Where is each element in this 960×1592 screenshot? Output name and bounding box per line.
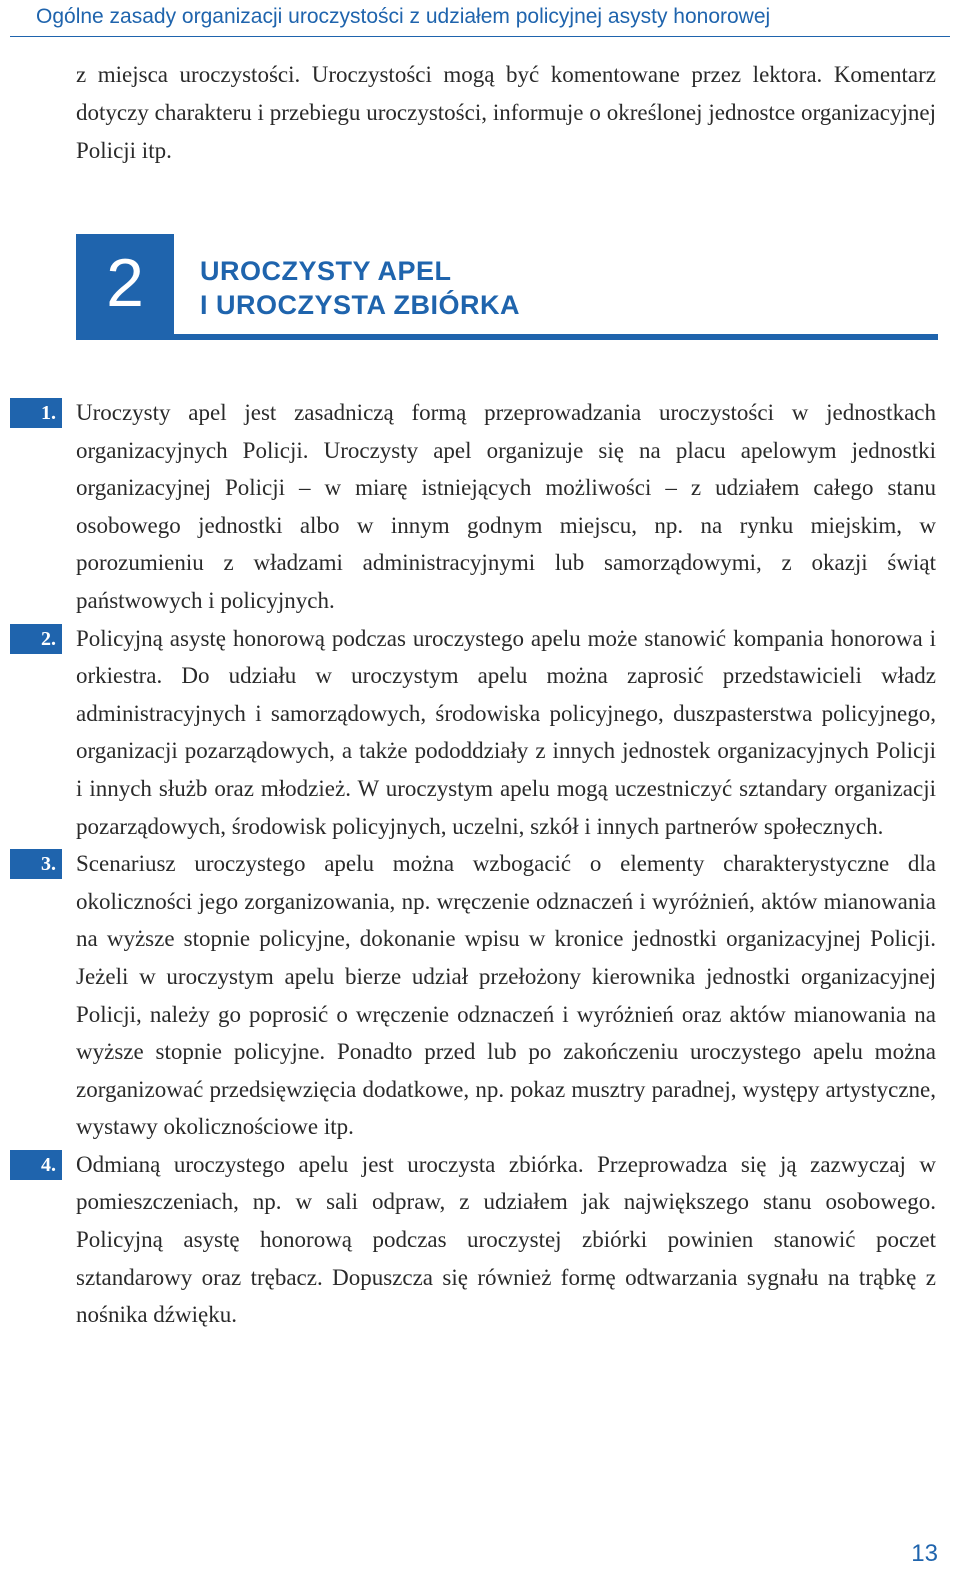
page-number: 13 xyxy=(911,1540,938,1567)
item-text: Scenariusz uroczystego apelu można wzbogacić o elementy charakterystyczne dla okoliczności jego zorganizowania, np. wręczenie odznaczeń i wyróżnień, aktów mianowania na wyższe stopnie policyjne, dokonanie wpisu w kronice jednostki organizacyjnej Policji. Jeżeli w uroczystym apelu bierze udział przełożony kierownika jednostki organizacyjnej Policji, należy go poprosić o wręczenie odznaczeń i wyróżnień oraz aktów mianowania na wyższe stopnie policyjne. Ponadto przed lub po zakończeniu uroczystego apelu można zorganizować przedsięwzięcia dodatkowe, np. pokaz musztry paradnej, występy artystyczne, wystawy okolicznościowe itp. xyxy=(76,851,936,1140)
item-text: Odmianą uroczystego apelu jest uroczysta zbiórka. Przeprowadza się ją zazwyczaj w pomieszczeniach, np. w sali odpraw, z udziałem jak największego stanu osobowego. Policyjną asystę honorową podczas uroczystej zbiórki powinien stanowić poczet sztandarowy oraz trębacz. Dopuszcza się również formę odtwarzania sygnału na trąbkę z nośnika dźwięku. xyxy=(76,1151,936,1328)
chapter-title-line1: UROCZYSTY APEL xyxy=(200,256,452,286)
chapter-rule xyxy=(174,334,938,340)
chapter-title xyxy=(200,254,520,322)
chapter-title-line2: I UROCZYSTA ZBIÓRKA xyxy=(200,290,520,320)
item-number-badge: 4. xyxy=(10,1150,62,1180)
item-number-badge: 3. xyxy=(10,849,62,879)
running-header: Ogólne zasady organizacji uroczystości z udziałem policyjnej asysty honorowej xyxy=(10,0,950,37)
list-item xyxy=(41,1146,936,1334)
item-number-badge: 2. xyxy=(10,624,62,654)
intro-paragraph: z miejsca uroczystości. Uroczystości mogą być komentowane przez lektora. Komentarz dotyczy charakteru i przebiegu uroczystości, informuje o określonej jednostce organizacyjnej Policji itp. xyxy=(76,62,936,163)
chapter-heading xyxy=(76,234,938,340)
list-item xyxy=(41,394,936,620)
numbered-list xyxy=(0,394,960,1334)
chapter-number: 2 xyxy=(76,234,174,340)
item-number-badge: 1. xyxy=(10,398,62,428)
item-text: Uroczysty apel jest zasadniczą formą przeprowadzania uroczystości w jednostkach organizacyjnych Policji. Uroczysty apel organizuje się na placu apelowym jednostki organizacyjnej Policji – w miarę istniejących możliwości – z udziałem całego stanu osobowego jednostki albo w innym godnym miejscu, np. na rynku miejskim, w porozumieniu z władzami administracyjnymi lub samorządowymi, z okazji świąt państwowych i policyjnych. xyxy=(76,400,936,613)
list-item xyxy=(41,845,936,1146)
list-item xyxy=(41,620,936,846)
item-text: Policyjną asystę honorową podczas uroczystego apelu może stanowić kompania honorowa i orkiestra. Do udziału w uroczystym apelu można zaprosić przedstawicieli władz administracyjnych i samorządowych, środowiska policyjnego, duszpasterstwa policyjnego, organizacji pozarządowych, a także pododdziały z innych jednostek organizacyjnych Policji i innych służb oraz młodzież. W uroczystym apelu mogą uczestniczyć sztandary organizacji pozarządowych, środowisk policyjnych, uczelni, szkół i innych partnerów społecznych. xyxy=(76,625,936,839)
